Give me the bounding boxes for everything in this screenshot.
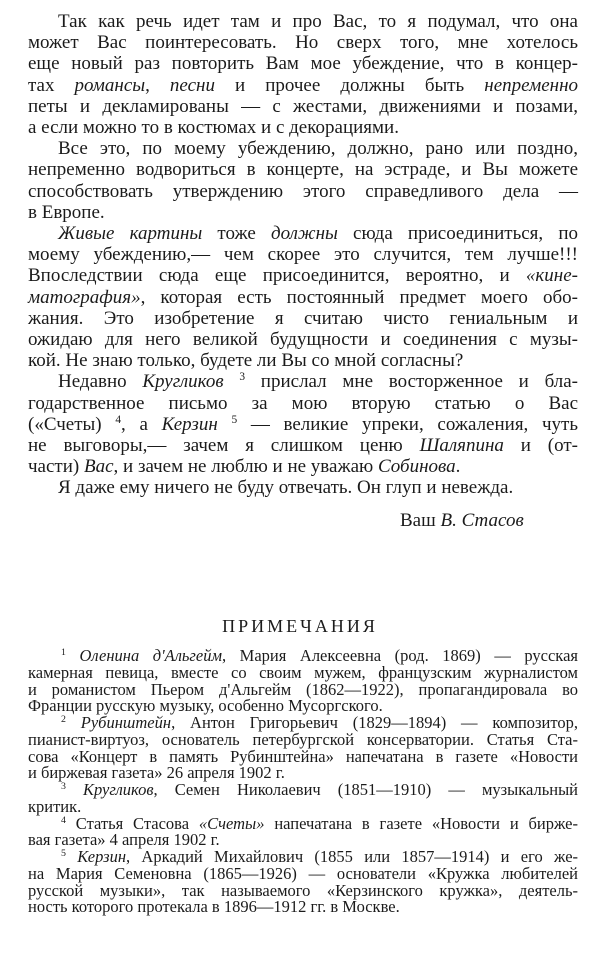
italic-text: В. Стасов <box>440 510 524 531</box>
footnote-marker: 4 <box>115 414 122 427</box>
text-line <box>28 287 578 308</box>
text-run: Впоследствии сюда еще присоединится, вероятно, и <box>28 265 526 287</box>
text-run: прислал мне восторженное и бла- <box>245 371 579 393</box>
text-run: сюда присоединиться, по <box>337 223 578 245</box>
text-line <box>28 308 578 329</box>
footnote-marker: 3 <box>239 371 246 384</box>
text-run: и прочее должны быть <box>214 74 485 96</box>
text-run: способствовать утверждению этого справедливого дела — <box>28 180 578 202</box>
text-run: годарственное письмо за мою вторую статью о Вас <box>28 392 578 414</box>
notes-heading: ПРИМЕЧАНИЯ <box>222 616 378 636</box>
text-line <box>28 53 578 74</box>
footnote-marker: 5 <box>231 414 238 427</box>
italic-text: должны <box>270 223 338 245</box>
italic-text: песни <box>169 74 215 96</box>
text-run: кой. Не знаю только, будете ли Вы со мной согласны? <box>28 350 464 372</box>
text-run: камерная певица, вместе со своим мужем, французским журналистом <box>28 662 578 682</box>
italic-text: Керзин <box>161 413 218 435</box>
text-run: жания. Это изобретение я считаю чисто гениальным и <box>28 307 578 329</box>
text-run: , а <box>121 413 162 435</box>
text-run <box>224 371 240 392</box>
paragraph <box>28 477 578 498</box>
text-line <box>28 329 578 350</box>
text-line <box>28 435 578 456</box>
text-line <box>28 75 578 96</box>
text-run: и биржевая газета» 26 апреля 1902 г. <box>28 763 285 783</box>
paragraph <box>28 371 578 477</box>
text-run: («Счеты) <box>28 413 116 435</box>
paragraph <box>28 223 578 371</box>
italic-text: романсы <box>74 74 146 96</box>
text-run: критик. <box>28 796 82 816</box>
text-run: , Аркадий Михайлович (1855 или 1857—1914) и его же- <box>126 847 579 866</box>
italic-text: матография» <box>28 286 141 308</box>
note-item <box>28 849 578 916</box>
text-line <box>28 782 578 799</box>
text-run: Я даже ему ничего не буду отвечать. Он глуп и невежда. <box>58 477 514 499</box>
text-run: . <box>455 456 461 478</box>
italic-text: «кине- <box>525 265 578 287</box>
note-item <box>28 715 578 782</box>
text-run: петы и декламированы — с жестами, движениями и позами, <box>28 95 578 117</box>
footnote-marker: 3 <box>61 781 66 793</box>
text-run: части) <box>28 456 84 478</box>
text-line <box>28 456 578 477</box>
italic-text: Шаляпина <box>419 435 504 457</box>
text-run: Франции русскую музыку, особенно Мусоргского. <box>28 696 383 716</box>
text-run: , Антон Григорьевич (1829—1894) — композитор, <box>171 713 578 732</box>
italic-text: Керзин <box>77 847 127 866</box>
text-line <box>28 265 578 286</box>
italic-text: Рубинштейн <box>80 713 172 732</box>
text-run: пианист-виртуоз, основатель петербургской консерватории. Статья Ста- <box>28 729 578 749</box>
text-line <box>28 393 578 414</box>
text-line <box>28 32 578 53</box>
footnote-marker: 2 <box>61 714 66 726</box>
text-run: ность которого протекала в 1896—1912 гг. в Москве. <box>28 897 400 917</box>
text-run: тоже <box>202 223 271 245</box>
text-run: и романистом Пьером д'Альгейм (1862—1922), пропагандировала во <box>28 679 578 699</box>
text-run: , <box>145 74 170 96</box>
text-line <box>28 371 578 392</box>
italic-text: Живые картины <box>58 223 203 245</box>
text-run: а если можно то в костюмах и с декорациями. <box>28 117 399 139</box>
text-run: ожидаю для него великой будущности и соединения с музы- <box>28 329 578 351</box>
text-line <box>28 202 578 223</box>
text-run: на Мария Семеновна (1865—1926) — основатели «Кружка любителей <box>28 863 578 883</box>
text-line <box>28 223 578 244</box>
text-run: непременно водвориться в концерте, на эстраде, и Вы можете <box>28 159 578 181</box>
text-run: не выговоры,— зачем я слишком ценю <box>28 435 420 457</box>
text-run: моему убеждению,— чем скорее это случится, тем лучше!!! <box>28 244 578 266</box>
text-run: Недавно <box>58 371 143 393</box>
text-run: может Вас поинтересовать. Но сверх того, мне хотелось <box>28 32 578 54</box>
text-run: , Семен Николаевич (1851—1910) — музыкальный <box>153 780 578 799</box>
text-line <box>28 244 578 265</box>
text-run: Ваш <box>400 510 441 531</box>
note-item <box>28 782 578 816</box>
text-line <box>28 414 578 435</box>
text-line <box>28 96 578 117</box>
text-run: — великие упреки, сожаления, чуть <box>237 413 579 435</box>
signature <box>400 510 524 531</box>
note-item <box>28 813 578 850</box>
text-run: тах <box>28 74 75 96</box>
text-line <box>28 138 578 159</box>
italic-text: непременно <box>484 74 578 96</box>
text-run <box>218 414 232 435</box>
text-line <box>28 11 578 32</box>
paragraph <box>28 138 578 223</box>
text-run: напечатана в газете «Новости и бирже- <box>264 813 578 833</box>
italic-text: Кругликов <box>142 371 224 393</box>
text-line <box>28 117 578 138</box>
italic-text: Кругликов <box>83 780 154 799</box>
text-line <box>28 899 578 916</box>
italic-text: Оленина д'Альгейм <box>79 646 222 665</box>
text-run: русской музыки», так называемого «Керзинского кружка», деятель- <box>28 880 578 900</box>
text-run: Так как речь идет там и про Вас, то я подумал, что она <box>58 11 578 32</box>
text-run: , Мария Алексеевна (род. 1869) — русская <box>221 646 578 665</box>
text-line <box>28 350 578 371</box>
paragraph <box>28 11 578 138</box>
text-run: еще новый раз повторить Вам мое убеждение, что в концер- <box>28 53 578 75</box>
text-line <box>28 477 578 498</box>
text-run: , которая есть постоянный предмет моего обо- <box>140 286 578 308</box>
italic-text: «Счеты» <box>198 813 265 833</box>
italic-text: Собинова <box>377 456 456 478</box>
text-run: Все это, по моему убеждению, должно, рано или поздно, <box>58 138 578 160</box>
text-run: в Европе. <box>28 201 105 223</box>
footnote-marker: 4 <box>61 814 66 826</box>
footnote-marker: 5 <box>61 848 66 860</box>
note-item <box>28 648 578 715</box>
text-line <box>28 159 578 180</box>
footnote-marker: 1 <box>61 647 66 659</box>
letter-body <box>28 11 578 499</box>
text-line <box>28 181 578 202</box>
text-run: , и зачем не люблю и не уважаю <box>113 456 378 478</box>
notes-list <box>28 648 578 916</box>
text-run: сова «Концерт в память Рубинштейна» напечатана в газете «Новости <box>28 746 578 766</box>
text-run: и (от- <box>503 435 578 457</box>
italic-text: Вас <box>83 456 114 478</box>
text-run: Статья Стасова <box>65 813 199 833</box>
text-run: вая газета» 4 апреля 1902 г. <box>28 830 220 850</box>
